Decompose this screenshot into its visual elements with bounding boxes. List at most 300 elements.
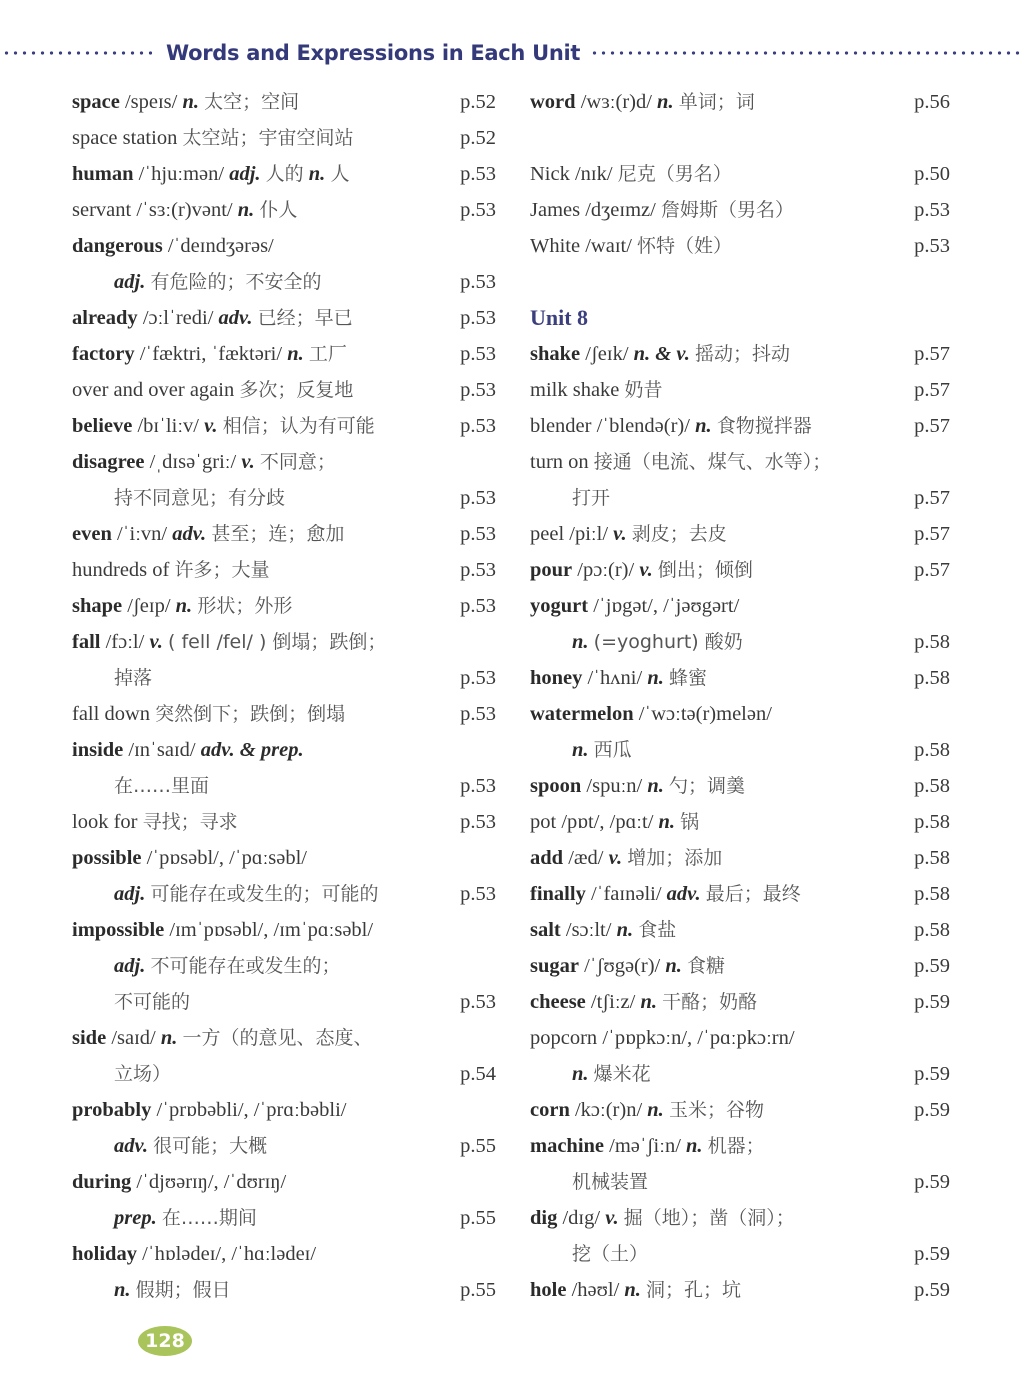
chinese-meaning: 多次；反复地 [239, 379, 354, 401]
headword: popcorn [530, 1027, 598, 1049]
part-of-speech: adj. [114, 271, 146, 293]
phonetic: /ˈhʌni/ [587, 667, 643, 689]
part-of-speech: v. [639, 559, 653, 581]
phonetic: /ˈprɒbəbli/, /ˈprɑːbəbli/ [156, 1099, 347, 1121]
phonetic: /wɜː(r)d/ [580, 91, 652, 113]
chinese-meaning: 形状；外形 [197, 595, 293, 617]
vocab-entry [72, 300, 496, 336]
part-of-speech: n. & v. [633, 343, 690, 365]
part-of-speech: adv. [172, 523, 207, 545]
headword: spoon [530, 775, 582, 797]
phonetic: /fɔːl/ [105, 631, 145, 653]
page-reference: p.53 [460, 811, 496, 833]
headword: possible [72, 847, 142, 869]
headword: shake [530, 343, 581, 365]
part-of-speech: adj. [114, 883, 146, 905]
headword: fall down [72, 703, 150, 725]
phonetic: /ˈiːvn/ [116, 523, 168, 545]
chinese-meaning: 干酪；奶酪 [662, 991, 758, 1013]
chinese-meaning: 怀特（姓） [637, 235, 733, 257]
left-word-column [72, 84, 496, 1308]
part-of-speech: n. [616, 919, 634, 941]
part-of-speech: prep. [114, 1207, 157, 1229]
entry-continuation [72, 1272, 496, 1308]
phonetic: /ˈfaɪnəli/ [590, 883, 662, 905]
chinese-meaning: 蜂蜜 [668, 667, 707, 689]
vocab-entry [72, 444, 496, 480]
headword: factory [72, 343, 135, 365]
headword: dangerous [72, 235, 163, 257]
headword: hundreds of [72, 559, 170, 581]
part-of-speech: adj. [229, 163, 261, 185]
part-of-speech: adv. & prep. [200, 739, 304, 761]
headword: disagree [72, 451, 145, 473]
chinese-meaning: 有危险的；不安全的 [150, 271, 322, 293]
page-reference: p.53 [460, 379, 496, 401]
phonetic: /spuːn/ [586, 775, 643, 797]
page-header [0, 36, 1024, 70]
blank-line [530, 264, 950, 300]
page-reference: p.53 [460, 415, 496, 437]
page-reference: p.58 [914, 775, 950, 797]
chinese-meaning: 持不同意见；有分歧 [114, 487, 286, 509]
page-reference: p.53 [460, 883, 496, 905]
part-of-speech: n. [695, 415, 712, 437]
page-reference: p.53 [914, 235, 950, 257]
page-reference: p.53 [460, 307, 496, 329]
chinese-meaning: 许多；大量 [174, 559, 270, 581]
phonetic: /pɒt/, /pɑːt/ [561, 811, 654, 833]
vocab-entry [530, 1020, 950, 1056]
vocab-entry [72, 696, 496, 732]
chinese-meaning: 在……里面 [114, 775, 210, 797]
vocab-entry [72, 228, 496, 264]
page-reference: p.54 [460, 1063, 496, 1085]
chinese-meaning: 倒出；倾倒 [657, 559, 753, 581]
phonetic: /ˈwɔːtə(r)melən/ [638, 703, 772, 725]
page-reference: p.56 [914, 91, 950, 113]
headword: watermelon [530, 703, 634, 725]
page-reference: p.59 [914, 991, 950, 1013]
chinese-meaning: 尼克（男名） [617, 163, 732, 185]
chinese-meaning: 勺；调羹 [669, 775, 746, 797]
page-reference: p.53 [460, 559, 496, 581]
phonetic: /ˈdeɪndʒərəs/ [167, 235, 274, 257]
chinese-meaning: 锅 [680, 811, 700, 833]
vocab-entry [530, 552, 950, 588]
vocab-entry [530, 768, 950, 804]
entry-continuation [72, 264, 496, 300]
page-reference: p.59 [914, 1063, 950, 1085]
phonetic: /ʃeɪk/ [585, 343, 629, 365]
headword: side [72, 1027, 107, 1049]
vocab-entry [530, 840, 950, 876]
page-reference: p.53 [460, 487, 496, 509]
headword: even [72, 523, 112, 545]
chinese-meaning: 洞；孔；坑 [646, 1279, 742, 1301]
headword: salt [530, 919, 561, 941]
vocab-entry [72, 192, 496, 228]
chinese-meaning: 奶昔 [624, 379, 663, 401]
headword: fall [72, 631, 101, 653]
part-of-speech: adv. [114, 1135, 148, 1157]
chinese-meaning: (=yoghurt) 酸奶 [593, 631, 743, 653]
part-of-speech: n. [572, 739, 589, 761]
part-of-speech: n. [640, 991, 657, 1013]
headword: space [72, 91, 120, 113]
headword: machine [530, 1135, 605, 1157]
vocab-entry [72, 804, 496, 840]
page-reference: p.57 [914, 343, 950, 365]
chinese-meaning: 人的 [265, 163, 304, 185]
part-of-speech: n. [686, 1135, 703, 1157]
phonetic: /dɪg/ [562, 1207, 601, 1229]
chinese-meaning: 太空；空间 [204, 91, 300, 113]
phonetic: /ˌdɪsəˈgriː/ [149, 451, 237, 473]
phonetic: /waɪt/ [585, 235, 632, 257]
vocab-entry [72, 912, 496, 948]
page-reference: p.57 [914, 379, 950, 401]
page-reference: p.53 [460, 703, 496, 725]
headword: finally [530, 883, 586, 905]
phonetic: /ˈpɒsəbl/, /ˈpɑːsəbl/ [146, 847, 307, 869]
headword: believe [72, 415, 133, 437]
page-reference: p.53 [460, 271, 496, 293]
headword: White [530, 235, 581, 257]
phonetic: /piːl/ [569, 523, 609, 545]
entry-continuation [530, 624, 950, 660]
chinese-meaning: 食糖 [687, 955, 726, 977]
headword: sugar [530, 955, 579, 977]
entry-continuation [72, 1128, 496, 1164]
vocab-entry [72, 516, 496, 552]
page-reference: p.58 [914, 883, 950, 905]
headword: Nick [530, 163, 570, 185]
part-of-speech: n. [308, 163, 326, 185]
headword: honey [530, 667, 583, 689]
part-of-speech: v. [608, 847, 623, 869]
part-of-speech: v. [149, 631, 163, 653]
chinese-meaning: 机械装置 [572, 1171, 649, 1193]
headword: peel [530, 523, 565, 545]
vocab-entry [72, 588, 496, 624]
phonetic: /ˈhjuːmən/ [138, 163, 225, 185]
vocab-entry [530, 372, 950, 408]
headword: already [72, 307, 138, 329]
vocab-entry [530, 1200, 950, 1236]
entry-continuation [72, 1200, 496, 1236]
header-dots-left [2, 51, 152, 55]
phonetic: /məˈʃiːn/ [609, 1135, 681, 1157]
chinese-meaning: 相信；认为有可能 [222, 415, 375, 437]
phonetic: /kɔː(r)n/ [574, 1099, 643, 1121]
entry-continuation [530, 732, 950, 768]
page-reference: p.57 [914, 415, 950, 437]
headword: inside [72, 739, 124, 761]
headword: holiday [72, 1243, 137, 1265]
phonetic: /ɪnˈsaɪd/ [128, 739, 196, 761]
headword: dig [530, 1207, 558, 1229]
headword: during [72, 1171, 132, 1193]
phonetic: /ˈjɒgət/, /ˈjəʊgərt/ [593, 595, 740, 617]
page-reference: p.52 [460, 91, 496, 113]
page-number-badge: 128 [138, 1326, 192, 1356]
chinese-meaning: 玉米；谷物 [668, 1099, 764, 1121]
chinese-meaning: 人 [330, 163, 350, 185]
part-of-speech: n. [160, 1027, 178, 1049]
page-reference: p.53 [460, 523, 496, 545]
headword: corn [530, 1099, 570, 1121]
part-of-speech: n. [624, 1279, 641, 1301]
page-reference: p.59 [914, 955, 950, 977]
headword: milk shake [530, 379, 620, 401]
part-of-speech: v. [613, 523, 627, 545]
chinese-meaning: 工厂 [308, 343, 347, 365]
phonetic: /ˈʃʊgə(r)/ [584, 955, 661, 977]
headword: shape [72, 595, 123, 617]
headword: cheese [530, 991, 586, 1013]
headword: impossible [72, 919, 165, 941]
chinese-meaning: 食盐 [638, 919, 677, 941]
phonetic: /speɪs/ [124, 91, 178, 113]
chinese-meaning: 机器； [707, 1135, 765, 1157]
vocab-entry [530, 660, 950, 696]
chinese-meaning: 接通（电流、煤气、水等）； [593, 451, 832, 473]
chinese-meaning: 打开 [572, 487, 611, 509]
phonetic: /ɪmˈpɒsəbl/, /ɪmˈpɑːsəbl/ [169, 919, 374, 941]
headword: probably [72, 1099, 152, 1121]
vocab-entry [530, 156, 950, 192]
vocab-entry [530, 84, 950, 120]
headword: look for [72, 811, 138, 833]
entry-continuation [72, 660, 496, 696]
right-word-column [530, 84, 950, 1308]
headword: hole [530, 1279, 567, 1301]
vocab-entry [530, 588, 950, 624]
page-reference: p.55 [460, 1279, 496, 1301]
headword: word [530, 91, 576, 113]
page-reference: p.53 [460, 343, 496, 365]
chinese-meaning: 挖（土） [572, 1243, 649, 1265]
vocab-entry [530, 804, 950, 840]
phonetic: /ˈfæktri, ˈfæktəri/ [139, 343, 283, 365]
chinese-meaning: 摇动；抖动 [694, 343, 790, 365]
page-reference: p.53 [460, 667, 496, 689]
phonetic: /saɪd/ [111, 1027, 156, 1049]
headword: space station [72, 127, 178, 149]
entry-continuation [530, 480, 950, 516]
part-of-speech: n. [665, 955, 682, 977]
chinese-meaning: ( fell /fel/ ) 倒塌；跌倒； [168, 631, 387, 653]
phonetic: /həʊl/ [571, 1279, 620, 1301]
entry-continuation [72, 948, 496, 984]
phonetic: /ˈhɒlədeɪ/, /ˈhɑːlədeɪ/ [142, 1243, 317, 1265]
blank-line [530, 120, 950, 156]
chinese-meaning: 立场） [114, 1063, 172, 1085]
chinese-meaning: 掘（地）；凿（洞）； [623, 1207, 795, 1229]
entry-continuation [72, 480, 496, 516]
headword: servant [72, 199, 132, 221]
page-reference: p.55 [460, 1207, 496, 1229]
part-of-speech: n. [647, 667, 664, 689]
page-reference: p.55 [460, 1135, 496, 1157]
vocab-entry [72, 1236, 496, 1272]
vocab-entry [72, 1020, 496, 1056]
vocab-entry [530, 984, 950, 1020]
page-reference: p.58 [914, 919, 950, 941]
chinese-meaning: 假期；假日 [135, 1279, 231, 1301]
chinese-meaning: 已经；早已 [257, 307, 353, 329]
entry-continuation [72, 876, 496, 912]
vocab-entry [530, 876, 950, 912]
chinese-meaning: 增加；添加 [627, 847, 723, 869]
chinese-meaning: 最后；最终 [705, 883, 801, 905]
chinese-meaning: 詹姆斯（男名） [660, 199, 794, 221]
page-reference: p.57 [914, 487, 950, 509]
entry-continuation [530, 1056, 950, 1092]
page-reference: p.53 [460, 199, 496, 221]
vocab-entry [72, 732, 496, 768]
vocab-entry [530, 444, 950, 480]
page-reference: p.53 [460, 595, 496, 617]
part-of-speech: n. [287, 343, 304, 365]
vocab-entry [530, 1128, 950, 1164]
vocab-entry [530, 912, 950, 948]
part-of-speech: v. [204, 415, 218, 437]
page-reference: p.53 [914, 199, 950, 221]
vocab-entry [530, 948, 950, 984]
chinese-meaning: 不可能存在或发生的； [150, 955, 341, 977]
chinese-meaning: 甚至；连；愈加 [211, 523, 345, 545]
chinese-meaning: 突然倒下；跌倒；倒塌 [155, 703, 346, 725]
vocab-entry [72, 120, 496, 156]
chinese-meaning: 太空站；宇宙空间站 [182, 127, 354, 149]
chinese-meaning: 食物搅拌器 [716, 415, 812, 437]
page-reference: p.58 [914, 811, 950, 833]
vocab-entry [72, 840, 496, 876]
vocab-entry [530, 192, 950, 228]
chinese-meaning: 仆人 [259, 199, 298, 221]
part-of-speech: n. [114, 1279, 131, 1301]
vocab-entry [530, 336, 950, 372]
vocab-entry [530, 300, 950, 336]
page-reference: p.59 [914, 1171, 950, 1193]
chinese-meaning: 可能存在或发生的；可能的 [150, 883, 379, 905]
headword: yogurt [530, 595, 589, 617]
phonetic: /pɔː(r)/ [577, 559, 635, 581]
chinese-meaning: 剥皮；去皮 [631, 523, 727, 545]
page-reference: p.59 [914, 1099, 950, 1121]
chinese-meaning: 单词；词 [678, 91, 755, 113]
phonetic: /sɔːlt/ [565, 919, 612, 941]
phonetic: /ɔːlˈredi/ [142, 307, 214, 329]
part-of-speech: n. [572, 1063, 589, 1085]
page-reference: p.57 [914, 523, 950, 545]
chinese-meaning: 掉落 [114, 667, 153, 689]
page-reference: p.57 [914, 559, 950, 581]
page-reference: p.53 [460, 775, 496, 797]
vocab-entry [530, 1272, 950, 1308]
part-of-speech: adv. [666, 883, 701, 905]
vocab-entry [72, 552, 496, 588]
phonetic: /ˈblendə(r)/ [596, 415, 690, 437]
part-of-speech: adj. [114, 955, 146, 977]
entry-continuation [72, 768, 496, 804]
chinese-meaning: 在……期间 [161, 1207, 257, 1229]
part-of-speech: n. [658, 811, 676, 833]
phonetic: /ˈpɒpkɔːn/, /ˈpɑːpkɔːrn/ [602, 1027, 795, 1049]
chinese-meaning: 一方（的意见、态度、 [182, 1027, 373, 1049]
part-of-speech: n. [647, 1099, 664, 1121]
chinese-meaning: 不可能的 [114, 991, 191, 1013]
headword: over and over again [72, 379, 235, 401]
vocab-entry [72, 408, 496, 444]
page-reference: p.52 [460, 127, 496, 149]
page-reference: p.53 [460, 163, 496, 185]
part-of-speech: n. [182, 91, 200, 113]
header-dots-right [590, 51, 1020, 55]
headword: pot [530, 811, 557, 833]
part-of-speech: v. [605, 1207, 619, 1229]
vocab-entry [72, 84, 496, 120]
vocab-entry [72, 156, 496, 192]
vocab-entry [530, 408, 950, 444]
phonetic: /dʒeɪmz/ [585, 199, 656, 221]
vocab-entry [72, 1164, 496, 1200]
phonetic: /tʃiːz/ [590, 991, 636, 1013]
vocab-entry [530, 516, 950, 552]
entry-continuation [72, 984, 496, 1020]
page-reference: p.58 [914, 847, 950, 869]
entry-continuation [72, 1056, 496, 1092]
part-of-speech: adv. [218, 307, 253, 329]
page-reference: p.59 [914, 1243, 950, 1265]
vocab-entry [530, 228, 950, 264]
page-title: Words and Expressions in Each Unit [166, 41, 581, 65]
chinese-meaning: 寻找；寻求 [142, 811, 238, 833]
headword: turn on [530, 451, 589, 473]
part-of-speech: n. [237, 199, 255, 221]
vocab-entry [72, 624, 496, 660]
vocab-entry [72, 336, 496, 372]
headword: pour [530, 559, 573, 581]
headword: add [530, 847, 564, 869]
page-reference: p.59 [914, 1279, 950, 1301]
phonetic: /bɪˈliːv/ [137, 415, 199, 437]
part-of-speech: v. [241, 451, 255, 473]
chinese-meaning: 西瓜 [593, 739, 632, 761]
phonetic: /ʃeɪp/ [127, 595, 171, 617]
part-of-speech: n. [657, 91, 674, 113]
page-reference: p.58 [914, 667, 950, 689]
page-reference: p.53 [460, 991, 496, 1013]
page-reference: p.58 [914, 631, 950, 653]
phonetic: /ˈsɜː(r)vənt/ [136, 199, 233, 221]
part-of-speech: n. [572, 631, 589, 653]
entry-continuation [530, 1236, 950, 1272]
headword: human [72, 163, 134, 185]
vocab-entry [530, 696, 950, 732]
page-reference: p.58 [914, 739, 950, 761]
chinese-meaning: 不同意； [259, 451, 336, 473]
headword: James [530, 199, 581, 221]
chinese-meaning: 很可能；大概 [153, 1135, 268, 1157]
phonetic: /ˈdjʊərɪŋ/, /ˈdʊrɪŋ/ [136, 1171, 287, 1193]
phonetic: /æd/ [568, 847, 604, 869]
page-reference: p.50 [914, 163, 950, 185]
entry-continuation [530, 1164, 950, 1200]
part-of-speech: n. [647, 775, 664, 797]
